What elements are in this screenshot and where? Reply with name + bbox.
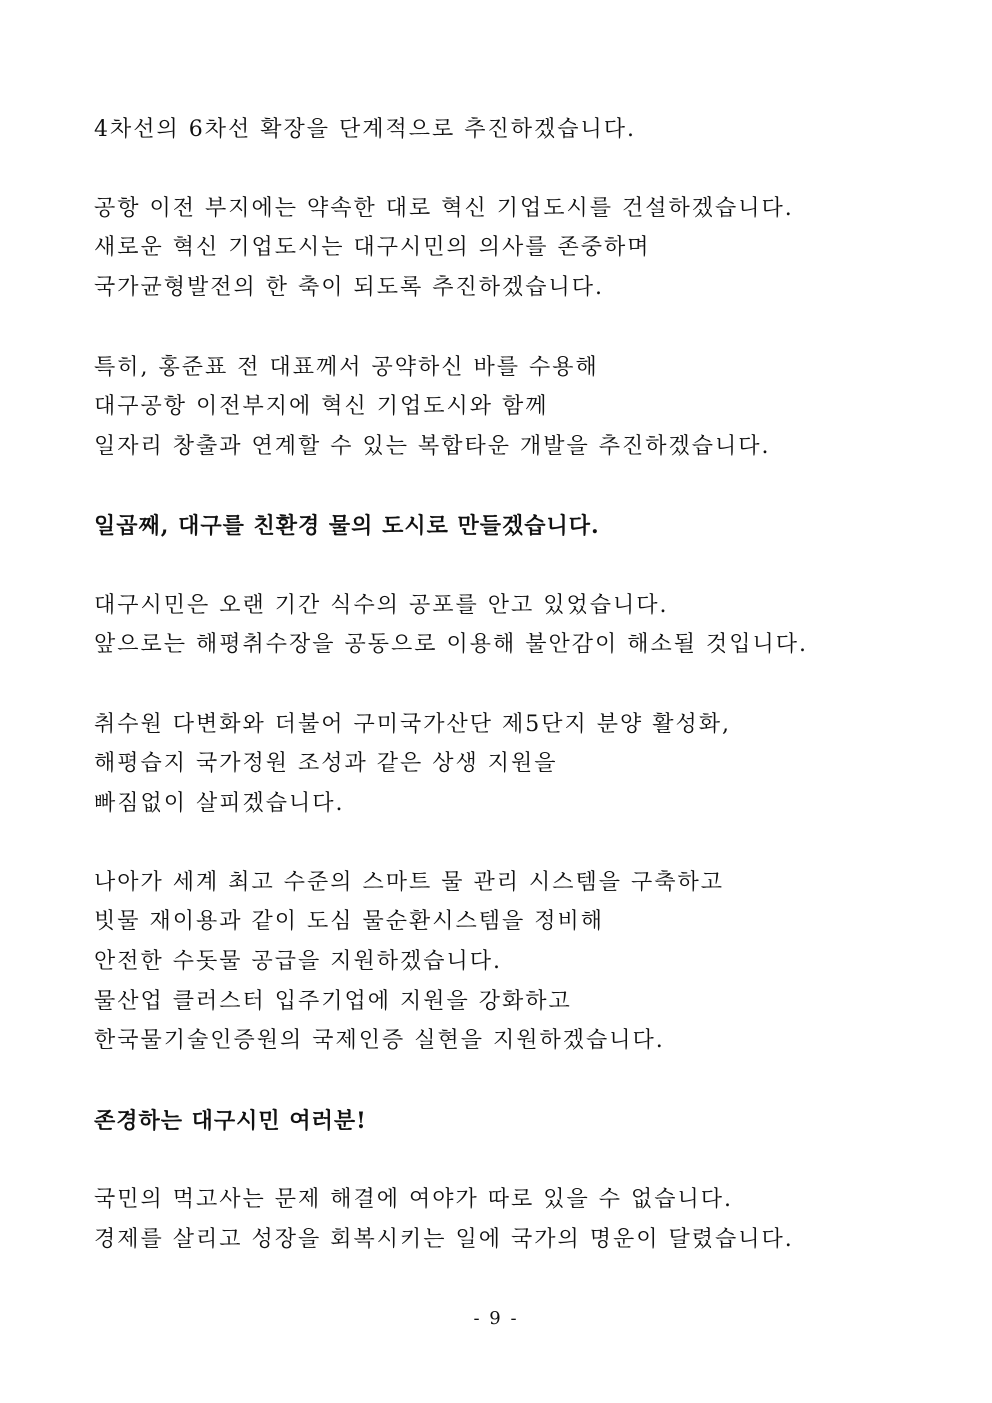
paragraph-7-line-2: 빗물 재이용과 같이 도심 물순환시스템을 정비해 — [94, 909, 605, 934]
paragraph-9-line-2: 경제를 살리고 성장을 회복시키는 일에 국가의 명운이 달렸습니다. — [94, 1227, 794, 1252]
paragraph-7-line-1: 나아가 세계 최고 수준의 스마트 물 관리 시스템을 구축하고 — [94, 870, 724, 895]
paragraph-5-line-2: 앞으로는 해평취수장을 공동으로 이용해 불안감이 해소될 것입니다. — [94, 632, 809, 657]
paragraph-6-line-3: 빠짐없이 살피겠습니다. — [94, 791, 345, 816]
paragraph-6-line-2: 해평습지 국가정원 조성과 같은 상생 지원을 — [94, 751, 558, 776]
paragraph-1-line-1: 4차선의 6차선 확장을 단계적으로 추진하겠습니다. — [94, 117, 637, 142]
paragraph-2-line-3: 국가균형발전의 한 축이 되도록 추진하겠습니다. — [94, 275, 605, 300]
paragraph-7-line-3: 안전한 수돗물 공급을 지원하겠습니다. — [94, 949, 503, 974]
paragraph-3-line-1: 특히, 홍준표 전 대표께서 공약하신 바를 수용해 — [94, 355, 599, 380]
paragraph-2-line-2: 새로운 혁신 기업도시는 대구시민의 의사를 존중하며 — [94, 235, 651, 260]
page-number: - 9 - — [473, 1308, 519, 1329]
paragraph-6-line-1: 취수원 다변화와 더불어 구미국가산단 제5단지 분양 활성화, — [94, 712, 731, 737]
paragraph-9-line-1: 국민의 먹고사는 문제 해결에 여야가 따로 있을 수 없습니다. — [94, 1187, 733, 1212]
paragraph-7-line-4: 물산업 클러스터 입주기업에 지원을 강화하고 — [94, 989, 572, 1014]
paragraph-5-line-1: 대구시민은 오랜 기간 식수의 공포를 안고 있었습니다. — [94, 593, 669, 618]
paragraph-3-line-3: 일자리 창출과 연계할 수 있는 복합타운 개발을 추진하겠습니다. — [94, 434, 771, 459]
paragraph-2-line-1: 공항 이전 부지에는 약속한 대로 혁신 기업도시를 건설하겠습니다. — [94, 196, 794, 221]
section-heading-address: 존경하는 대구시민 여러분! — [94, 1108, 367, 1134]
paragraph-3-line-2: 대구공항 이전부지에 혁신 기업도시와 함께 — [94, 394, 549, 419]
section-heading-seventh: 일곱째, 대구를 친환경 물의 도시로 만들겠습니다. — [94, 513, 600, 539]
paragraph-7-line-5: 한국물기술인증원의 국제인증 실현을 지원하겠습니다. — [94, 1028, 665, 1053]
